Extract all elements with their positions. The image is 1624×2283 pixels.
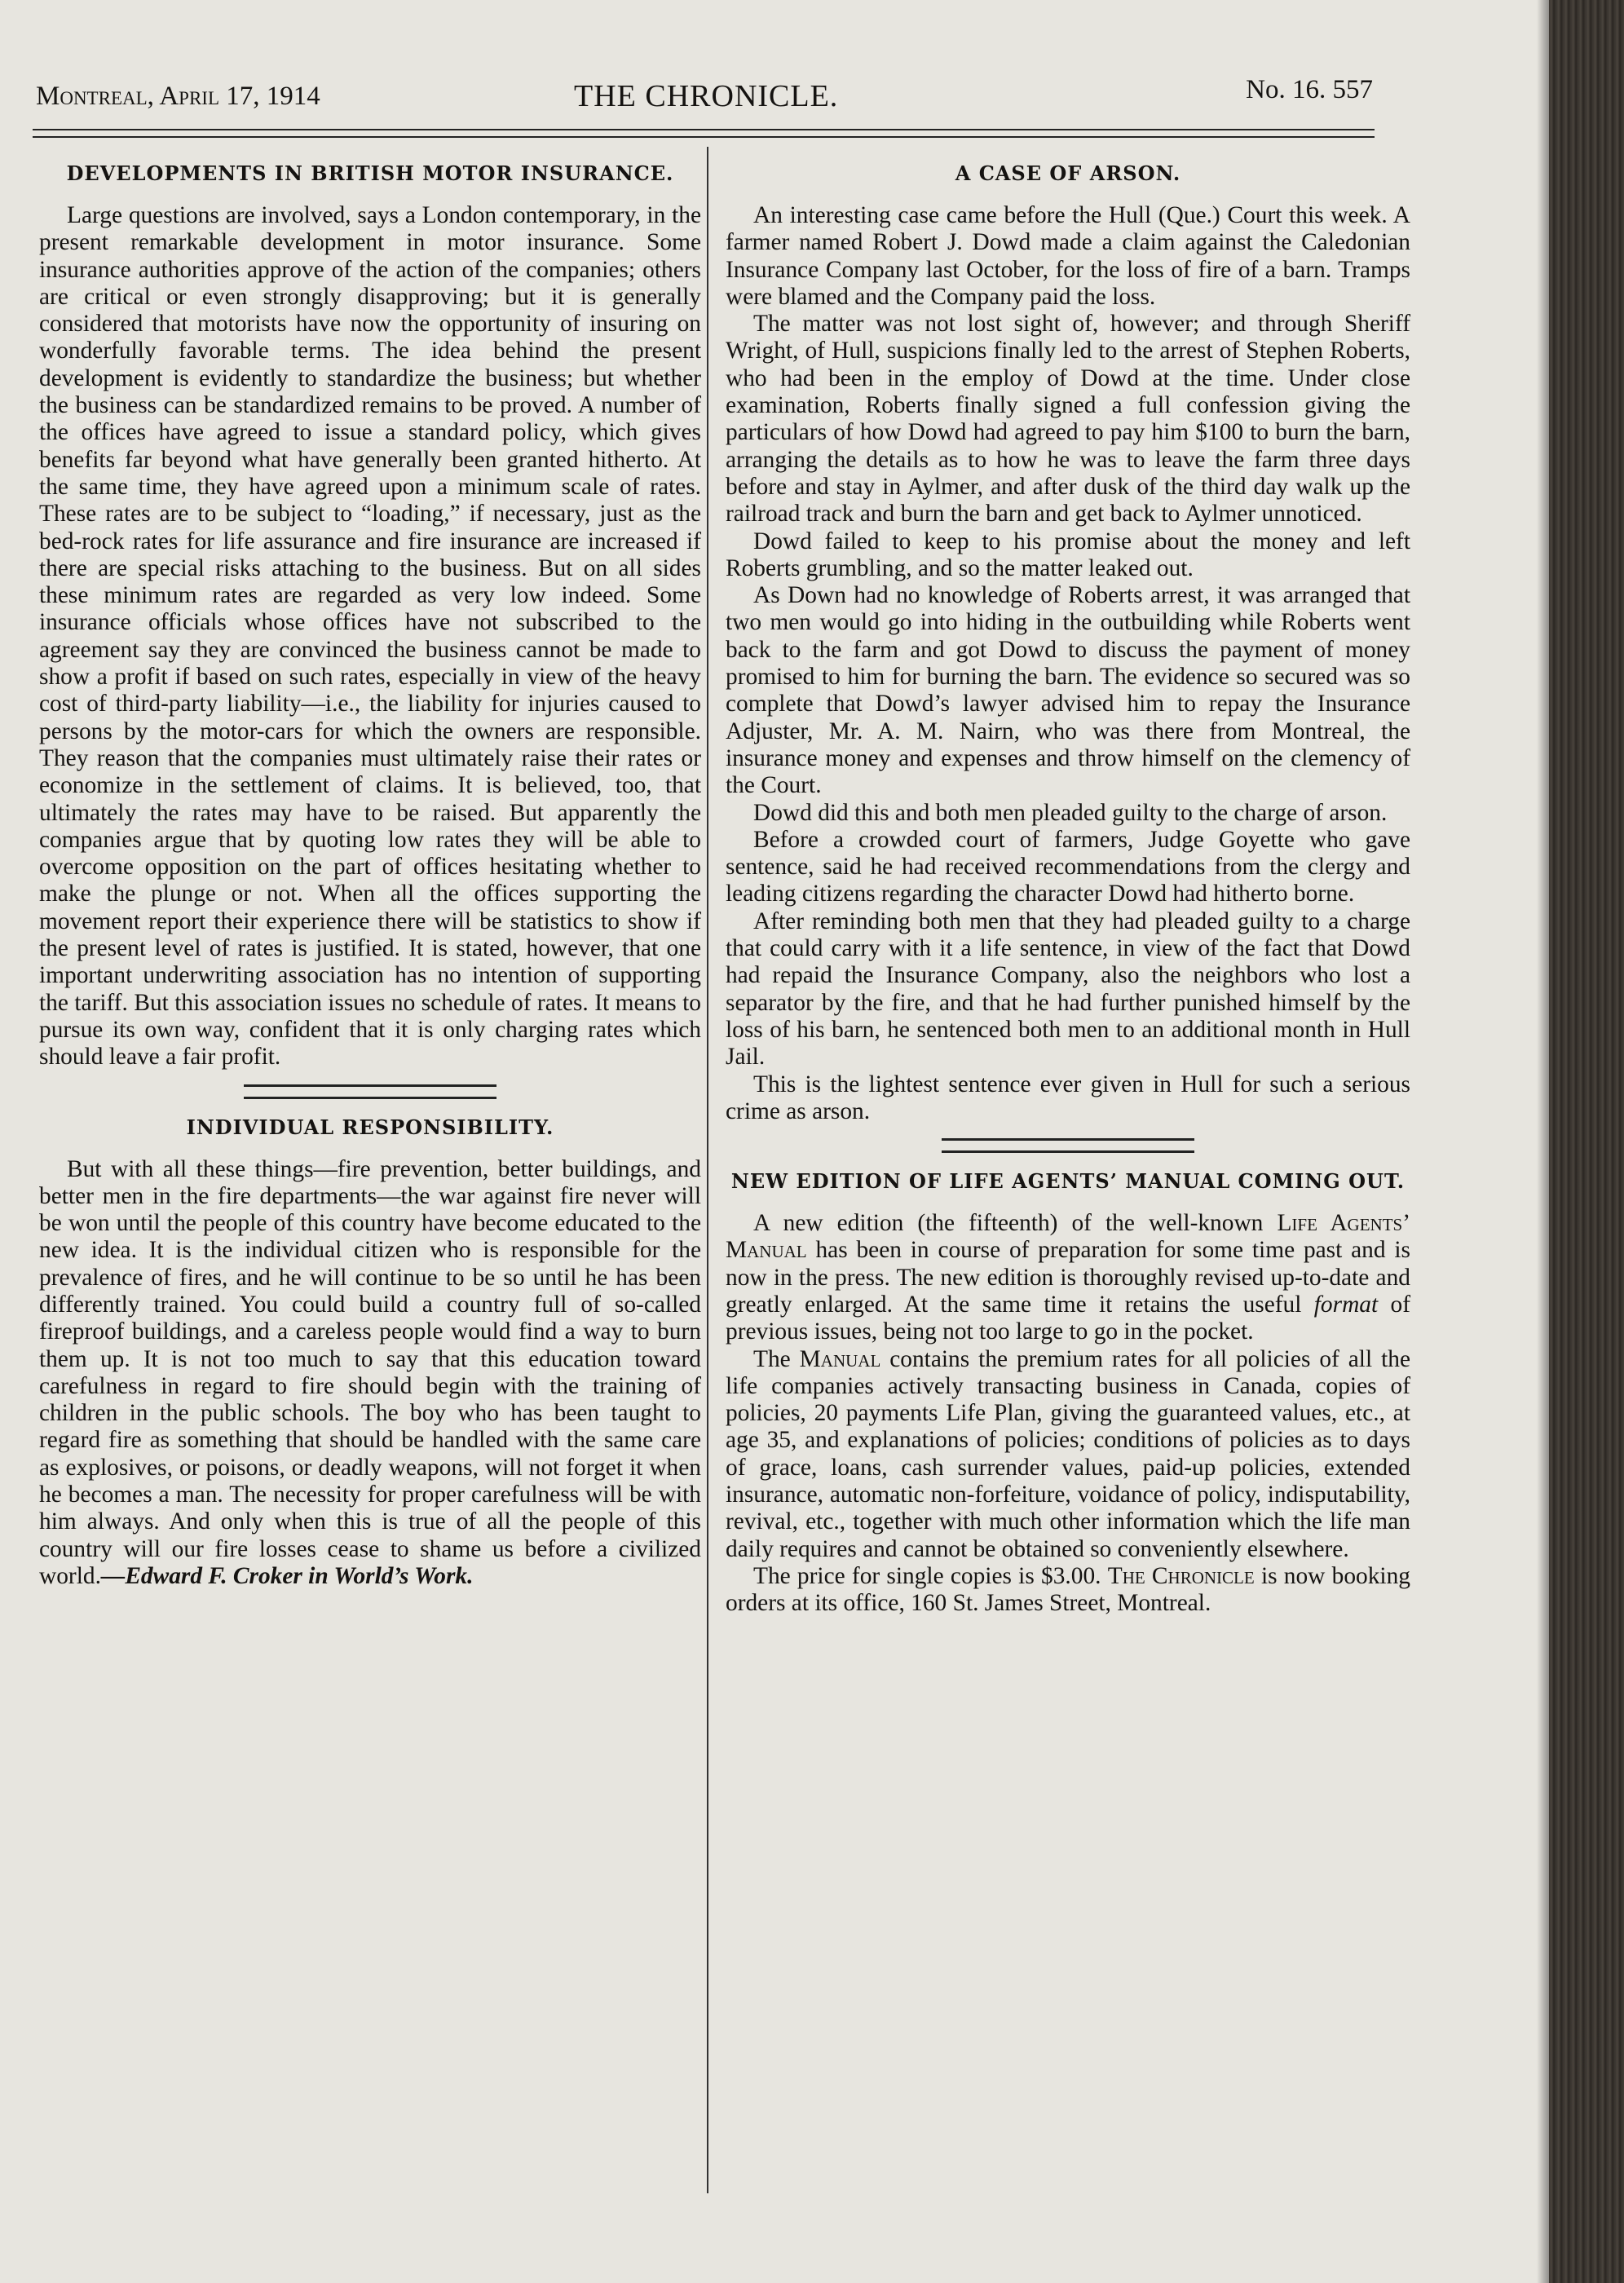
publication-name: The Chronicle bbox=[1107, 1562, 1255, 1589]
article-paragraph: After reminding both men that they had pleaded guilty to a charge that could carry with it a life sentence, in view of the fact that Dowd had repaid the Insurance Company, also the neighbors who lost a separator by the fire, and that he had further punished himself by the loss of his barn, he sentenced both men to an additional month in Hull Jail. bbox=[726, 907, 1410, 1071]
article-title-case-of-arson: A CASE OF ARSON. bbox=[955, 161, 1181, 185]
article-paragraph: An interesting case came before the Hull (Que.) Court this week. A farmer named Robert J. Dowd made a claim against the Caledonian Insurance Company last October, for the loss of fire of a barn. Tramps were blamed and the Company paid the loss. bbox=[726, 202, 1410, 310]
text-run: The bbox=[753, 1345, 791, 1372]
right-column bbox=[726, 161, 1410, 1618]
text-run: is now booking orders at its office, 160 St. James Street, Montreal. bbox=[726, 1562, 1410, 1617]
article-paragraph: This is the lightest sentence ever given in Hull for such a serious crime as arson. bbox=[726, 1071, 1410, 1124]
article-paragraph bbox=[39, 1156, 701, 1591]
header-dateline: Montreal, April 17, 1914 bbox=[36, 82, 320, 111]
text-run: contains the premium rates for all policies of all the life companies actively transacting business in Canada, copies of policies, 20 payments Life Plan, giving the guaranteed values, etc., at age 35, and explanations of policies; conditions of policies as to days of grace, loans, cash surrender values, paid-up policies, extended insurance, automatic non-forfeiture, voidance of policy, indisputability, revival, etc., together with much other information which the life man daily requires and cannot be obtained so conveniently elsewhere. bbox=[726, 1345, 1410, 1562]
text-run: A new edition (the fifteenth) of the well-known bbox=[753, 1210, 1264, 1237]
publication-name: Manual bbox=[799, 1345, 881, 1372]
publication-name: Life Agents’ Manual bbox=[726, 1210, 1410, 1264]
header-masthead: THE CHRONICLE. bbox=[574, 79, 839, 113]
article-paragraph: Dowd did this and both men pleaded guilty to the charge of arson. bbox=[753, 799, 1388, 826]
header-issue-page: No. 16. 557 bbox=[1246, 75, 1373, 104]
left-column bbox=[39, 161, 701, 1590]
article-paragraph bbox=[726, 1346, 1410, 1563]
article-paragraph bbox=[726, 1563, 1410, 1618]
article-separator bbox=[244, 1084, 496, 1099]
article-paragraph bbox=[726, 1210, 1410, 1345]
article-paragraph: As Down had no knowledge of Roberts arrest, it was arranged that two men would go into hiding in the outbuilding while Roberts went back to the farm and got Dowd to discuss the payment of money promised to him for burning the barn. The evidence so secured was so complete that Dowd’s lawyer advised him to repay the Insurance Adjuster, Mr. A. M. Nairn, who was there from Montreal, the insurance money and expenses and throw himself on the clemency of the Court. bbox=[726, 582, 1410, 799]
book-binding bbox=[1549, 0, 1624, 2283]
article-paragraph: Large questions are involved, says a London contemporary, in the present remarkable development in motor insurance. Some insurance authorities approve of the action of the companies; others are critical or even strongly disapproving; but it is generally considered that motorists have now the opportunity of insuring on wonderfully favorable terms. The idea behind the present development is evidently to standardize the business; but whether the business can be standardized remains to be proved. A number of the offices have agreed to issue a standard policy, which gives benefits far beyond what have generally been granted hitherto. At the same time, they have agreed upon a minimum scale of rates. These rates are to be subject to “loading,” if necessary, just as the bed-rock rates for life assurance and fire insurance are increased if there are special risks attaching to the business. But on all sides these minimum rates are regarded as very low indeed. Some insurance officials whose offices have not subscribed to the agreement say they are convinced the business cannot be made to show a profit if based on such rates, especially in view of the heavy cost of third-party liability—i.e., the liability for injuries caused to persons by the motor-cars for which the owners are responsible. They reason that the companies must ultimately raise their rates or economize in the settlement of claims. It is believed, too, that ultimately the rates may have to be raised. But apparently the companies argue that by quoting low rates they will be able to overcome opposition on the part of offices hesitating whether to make the plunge or not. When all the offices supporting the movement report their experience there will be statistics to show if the present level of rates is justified. It is stated, however, that one important underwriting association has no intention of supporting the tariff. But this association issues no schedule of rates. It means to pursue its own way, confident that it is only charging rates which should leave a fair profit. bbox=[39, 202, 701, 1071]
article-paragraph: Before a crowded court of farmers, Judge Goyette who gave sentence, said he had received recommendations from the clergy and leading citizens regarding the character Dowd had hitherto borne. bbox=[726, 826, 1410, 907]
article-separator bbox=[942, 1138, 1194, 1153]
article-title-motor-insurance: DEVELOPMENTS IN BRITISH MOTOR INSURANCE. bbox=[66, 161, 674, 185]
article-title-life-agents-manual: NEW EDITION OF LIFE AGENTS’ MANUAL COMING OUT. bbox=[730, 1169, 1406, 1194]
article-paragraph: The matter was not lost sight of, however; and through Sheriff Wright, of Hull, suspicions finally led to the arrest of Stephen Roberts, who had been in the employ of Dowd at the time. Under close examination, Roberts finally signed a full confession giving the particulars of how Dowd had agreed to pay him $100 to burn the barn, arranging the details as to how he was to leave the farm three days before and stay in Aylmer, and after dusk of the third day walk up the railroad track and burn the barn and get back to Aylmer unnoticed. bbox=[726, 311, 1410, 528]
text-run: has been in course of preparation for some time past and is now in the press. The new edition is thoroughly revised up-to-date and greatly enlarged. At the same time it retains the useful bbox=[726, 1237, 1410, 1318]
text-run: The price for single copies is $3.00. bbox=[753, 1562, 1101, 1589]
article-title-individual-responsibility: INDIVIDUAL RESPONSIBILITY. bbox=[186, 1115, 554, 1139]
article-body: But with all these things—fire prevention, better buildings, and better men in the fire departments—the war against fire never will be won until the people of this country have become educated to the new idea. It is the individual citizen who is responsible for the prevalence of fires, and he will continue to be so until he has been differently trained. You could build a country full of so-called fireproof buildings, and a careless people would find a way to burn them up. It is not too much to say that this education toward carefulness in regard to fire should begin with the training of children in the public schools. The boy who has been taught to regard fire as something that should be handled with the same care as explosives, or poisons, or deadly weapons, will not forget it when he becomes a man. The necessity for proper carefulness will be with him always. And only when this is true of all the people of this country will our fire losses cease to shame us before a civilized world. bbox=[39, 1155, 701, 1589]
column-divider bbox=[707, 147, 708, 2193]
article-paragraph: Dowd failed to keep to his promise about the money and left Roberts grumbling, and so the matter leaked out. bbox=[726, 528, 1410, 581]
emphasis-text: format bbox=[1313, 1291, 1379, 1318]
header-rule bbox=[33, 129, 1375, 138]
article-signature: —Edward F. Croker in World’s Work. bbox=[100, 1562, 474, 1589]
page-header bbox=[36, 65, 1373, 130]
text-run: of previous issues, being not too large to go in the pocket. bbox=[726, 1291, 1410, 1345]
